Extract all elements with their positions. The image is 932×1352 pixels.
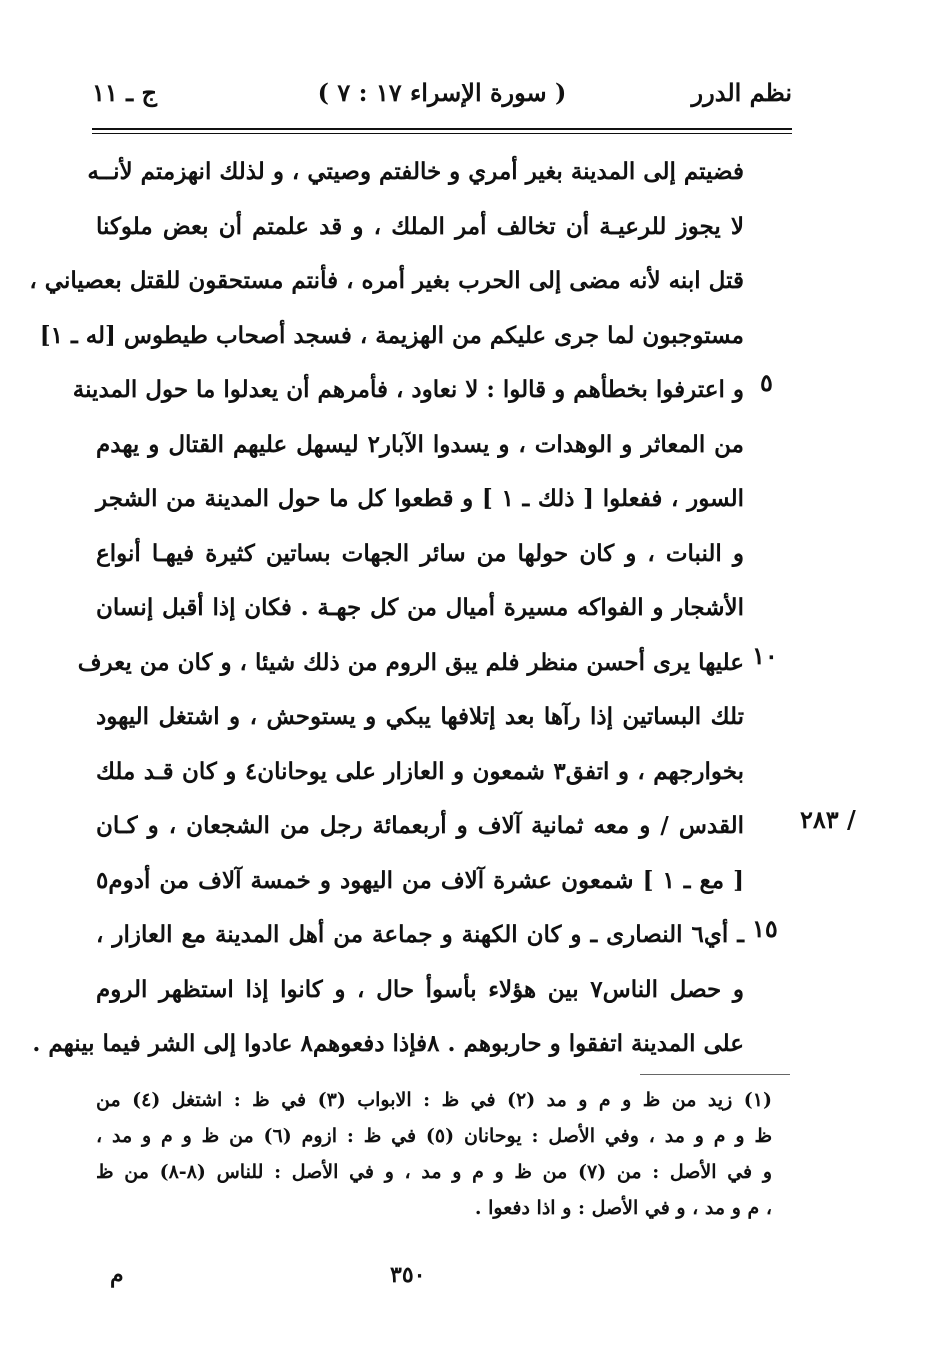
footnotes — [96, 1082, 772, 1226]
text-line: عليها يرى أحسن منظر فلم يبق الروم من ذلك شيئا ، و كان من يعرف — [77, 648, 744, 676]
line-number-10: ١٠ — [752, 641, 778, 670]
footnote-line: ، م و مد ، و في الأصل : و اذا دفعوا . — [474, 1197, 772, 1219]
text-line: الأشجار و الفواكه مسيرة أميال من كل جهـة . فكان إذا أقبل إنسان — [96, 594, 744, 621]
main-text — [29, 145, 745, 1072]
header-rule — [92, 128, 792, 130]
footnote-separator — [640, 1074, 790, 1075]
text-line: من المعاثر و الوهدات ، و يسدوا الآبار٢ ليسهل عليهم القتال و يهدم — [96, 430, 744, 458]
page-number: ٣٥٠ — [390, 1262, 426, 1288]
text-line: القدس / و معه ثمانية آلاف و أربعمائة رجل من الشجعان ، و كـان — [96, 812, 744, 839]
text-line: قتل ابنه لأنه مضى إلى الحرب بغير أمره ، فأنتم مستحقون للقتل بعصياني ، — [29, 267, 744, 294]
text-line: بخوارجهم ، و اتفق٣ شمعون و العازار على يوحانان٤ و كان قـد ملك — [96, 757, 744, 785]
header-rule-thin — [92, 133, 792, 134]
text-line: فضيتم إلى المدينة بغير أمري و خالفتم وصيتي ، و لذلك انهزمتم لأنــه — [87, 158, 744, 185]
book-title: نظم الدرر — [691, 78, 792, 107]
footnote-line: و في الأصل : من (٧) من ظ و م و مد ، و في الأصل : للناس (٨-٨) من ظ — [96, 1161, 772, 1183]
text-line: السور ، ففعلوا [ ذلك ـ ١ ] و قطعوا كل ما حول المدينة من الشجر — [96, 485, 745, 512]
text-line: [ مع ـ ١ ] شمعون عشرة آلاف من اليهود و خمسة آلاف من أدوم٥ — [96, 866, 744, 894]
text-line: على المدينة اتفقوا و حاربوهم . ٨فإذا دفعوهم٨ عادوا إلى الشر فيما بينهم . — [32, 1030, 744, 1057]
line-number-5: ٥ — [760, 368, 773, 397]
footnote-line: (١) زيد من ظ و م و مد (٢) في ظ : الابواب (٣) في ظ : اشتغل (٤) من — [96, 1089, 772, 1111]
text-line: و النبات ، و كان حولها من سائر الجهات بساتين كثيرة فيهـا أنواع — [96, 539, 744, 567]
text-line: مستوجبون لما جرى عليكم من الهزيمة ، فسجد أصحاب طيطوس [له ـ ١] — [39, 321, 744, 349]
text-line: و اعترفوا بخطأهم و قالوا : لا نعاود ، فأمرهم أن يعدلوا ما حول المدينة — [72, 376, 744, 403]
signature-mark: م — [110, 1262, 124, 1288]
running-header — [92, 78, 792, 118]
surah-reference: ( سورة الإسراء ١٧ : ٧ ) — [317, 78, 567, 107]
text-line: تلك البساتين إذا رآها بعد إتلافها يبكي و يستوحش ، و اشتغل اليهود — [96, 703, 744, 730]
text-line: لا يجوز للرعيـة أن تخالف أمر الملك ، و قد علمتم أن بعض ملوكنا — [96, 212, 744, 240]
volume-label: ج ـ ١١ — [92, 78, 158, 107]
footnote-line: ظ و م و مد ، وفي الأصل : يوحانان (٥) في ظ : ازوم (٦) من ظ و م و مد ، — [96, 1125, 773, 1147]
margin-page-reference: / ٢٨٣ — [800, 805, 856, 834]
line-number-15: ١٥ — [752, 914, 778, 943]
text-line: ـ أي٦ النصارى ـ و كان الكهنة و جماعة من أهل المدينة مع العازار ، — [96, 921, 744, 948]
text-line: و حصل الناس٧ بين هؤلاء بأسوأ حال ، و كانوا إذا استظهر الروم — [96, 975, 744, 1003]
